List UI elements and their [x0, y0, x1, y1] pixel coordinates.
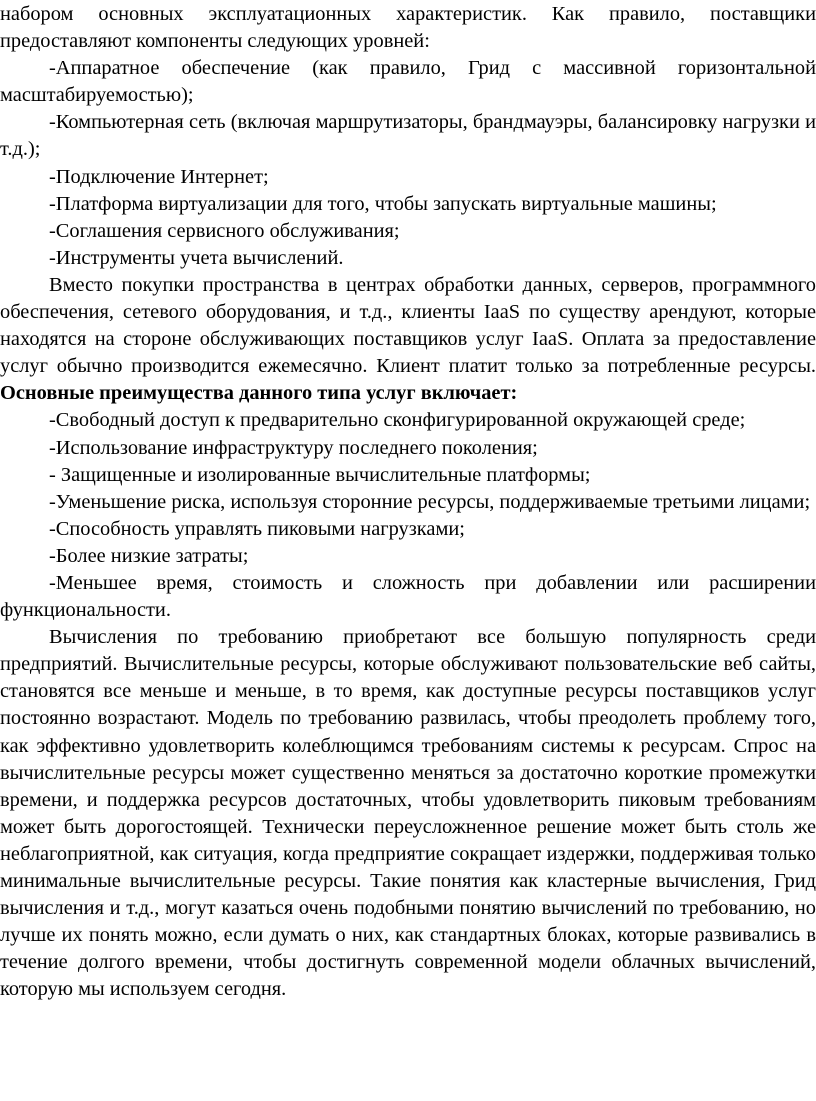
- component-item-network: -Компьютерная сеть (включая маршрутизаторы, брандмауэры, балансировку нагрузки и т.д.);: [0, 111, 816, 161]
- document-body: [0, 1, 816, 1003]
- component-item-virtualization: -Платформа виртуализации для того, чтобы запускать виртуальные машины;: [49, 192, 717, 215]
- on-demand-paragraph: Вычисления по требованию приобретают все большую популярность среди предприятий. Вычислительные ресурсы, которые обслуживают пользовательские веб сайты, становятся все меньше и меньше, в то время, как доступные ресурсы поставщиков услуг постоянно возрастают. Модель по требованию развилась, чтобы преодолеть проблему того, как эффективно удовлетворить колеблющимся требованиям системы к ресурсам. Спрос на вычислительные ресурсы может существенно меняться за достаточно короткие промежутки времени, и поддержка ресурсов достаточных, чтобы удовлетворить пиковым требованиям может быть дорогостоящей. Технически переусложненное решение может быть столь же неблагоприятной, как ситуация, когда предприятие сокращает издержки, поддерживая только минимальные вычислительные ресурсы. Такие понятия как кластерные вычисления, Грид вычисления и т.д., могут казаться очень подобными понятию вычислений по требованию, но лучше их понять можно, если думать о них, как стандартных блоках, которые развивались в течение долгого времени, чтобы достигнуть современной модели облачных вычислений, которую мы используем сегодня.: [0, 626, 816, 1001]
- advantage-item-time: -Меньшее время, стоимость и сложность при добавлении или расширении функциональности.: [0, 571, 816, 622]
- advantages-heading: Основные преимущества данного типа услуг включает:: [0, 382, 518, 405]
- advantage-item-infrastructure: -Использование инфраструктуру последнего поколения;: [49, 436, 538, 459]
- advantage-item-peak-loads: -Способность управлять пиковыми нагрузками;: [49, 517, 465, 540]
- component-item-accounting: -Инструменты учета вычислений.: [49, 246, 344, 269]
- iaas-paragraph: [0, 272, 816, 407]
- component-item-hardware: -Аппаратное обеспечение (как правило, Грид с массивной горизонтальной масштабируемостью);: [0, 57, 816, 107]
- component-item-internet: -Подключение Интернет;: [49, 165, 269, 188]
- advantage-item-access: -Свободный доступ к предварительно сконфигурированной окружающей среде;: [49, 409, 746, 432]
- advantage-item-costs: -Более низкие затраты;: [49, 544, 249, 567]
- advantage-item-security: - Защищенные и изолированные вычислительные платформы;: [49, 463, 591, 486]
- component-item-sla: -Соглашения сервисного обслуживания;: [49, 219, 400, 242]
- iaas-paragraph-text: Вместо покупки пространства в центрах обработки данных, серверов, программного обеспечения, сетевого оборудования, и т.д., клиенты IaaS по существу арендуют, которые находятся на стороне обслуживающих поставщиков услуг IaaS. Оплата за предоставление услуг обычно производится ежемесячно. Клиент платит только за потребленные ресурсы.: [0, 273, 816, 378]
- advantage-item-risk: -Уменьшение риска, используя сторонние ресурсы, поддерживаемые третьими лицами;: [49, 490, 811, 513]
- intro-paragraph: набором основных эксплуатационных характеристик. Как правило, поставщики предоставляют компоненты следующих уровней:: [0, 3, 816, 53]
